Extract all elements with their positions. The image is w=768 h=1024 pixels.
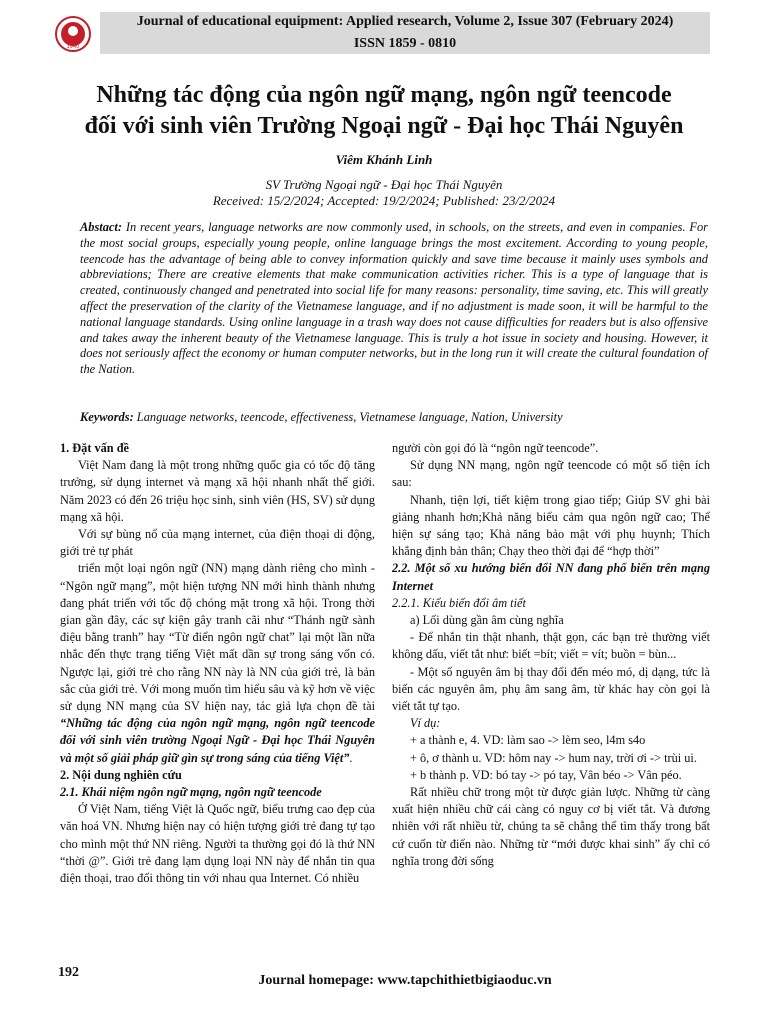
journal-logo-icon — [55, 16, 91, 52]
right-column — [392, 440, 710, 870]
subsection-heading: 2.1. Khái niệm ngôn ngữ mạng, ngôn ngữ teencode — [60, 785, 322, 800]
dates: Received: 15/2/2024; Accepted: 19/2/2024; Published: 23/2/2024 — [212, 193, 556, 208]
author: Viêm Khánh Linh — [335, 152, 433, 167]
example-item: + ô, ơ thành u. VD: hôm nay -> hum nay, trời ơi -> trùi ui. — [410, 750, 697, 765]
page-number: 192 — [58, 965, 79, 980]
subsection-heading: 2.2. Một số xu hướng biến đổi NN đang phổ biến trên mạng Internet — [392, 561, 710, 593]
paragraph: Với sự bùng nổ của mạng internet, của điện thoại di động, giới trẻ tự phát — [60, 527, 375, 559]
left-column — [60, 440, 375, 887]
example-item: + a thành e, 4. VD: làm sao -> lèm seo, l4m s4o — [410, 733, 646, 748]
paragraph: Việt Nam đang là một trong những quốc gia có tốc độ tăng trưởng, sử dụng internet và mạng xã hội nhanh nhất thế giới. Năm 2023 có đến 26 triệu học sinh, sinh viên (HS, SV) sử dụng mạng xã hội. — [60, 458, 375, 524]
example-label: Ví dụ: — [410, 716, 441, 731]
paragraph: Ở Việt Nam, tiếng Việt là Quốc ngữ, biểu trưng cao đẹp của văn hoá VN. Nhưng hiện nay có hiện tượng giới trẻ đang tự tạo cho mình một thứ NN riêng. Người ta thường gọi đó là thứ NN “thời @”. Giới trẻ đang lạm dụng loại NN này để nhắn tin qua điện thoại, trao đổi thông tin với nhau qua Internet. Có nhiều — [60, 802, 375, 886]
paragraph: Rất nhiều chữ trong một từ được giản lược. Những từ càng xuất hiện nhiều chữ cái càng có nguy cơ bị viết tắt. Và đương nhiên với rất nhiều từ, chúng ta sẽ chẳng thể tìm thấy trong bất cứ cuốn từ điển nào. Những từ “mới được khai sinh” ấy chỉ có nghĩa trong đời sống — [392, 785, 710, 868]
journal-title: Journal of educational equipment: Applied research, Volume 2, Issue 307 (February 2024) — [136, 14, 674, 29]
affiliation: SV Trường Ngoại ngữ - Đại học Thái Nguyên — [265, 177, 503, 192]
section-heading: 1. Đặt vấn đề — [60, 441, 130, 455]
article-title: Những tác động của ngôn ngữ mạng, ngôn ngữ teencode đối với sinh viên Trường Ngoại ngữ - Đại học Thái Nguyên — [84, 82, 684, 139]
journal-homepage: Journal homepage: www.tapchithietbigiaoduc.vn — [258, 973, 552, 988]
section-heading: 2. Nội dung nghiên cứu — [60, 767, 182, 782]
list-heading: a) Lối dùng gần âm cùng nghĩa — [410, 613, 564, 628]
subsubsection-heading: 2.2.1. Kiểu biến đổi âm tiết — [392, 595, 526, 610]
example-item: + b thành p. VD: bó tay -> pó tay, Vân béo -> Vân péo. — [410, 767, 682, 782]
paragraph: - Để nhắn tin thật nhanh, thật gọn, các bạn trẻ thường viết không dấu, viết tắt như: biết =bít; viết = vít; buồn = bùn... — [392, 630, 710, 662]
paragraph: Nhanh, tiện lợi, tiết kiệm trong giao tiếp; Giúp SV ghi bài giảng nhanh hơn;Khả năng biểu cảm qua ngôn ngữ cao; Thể hiện sự sáng tạo; Khả năng bảo mật với phụ huynh; Thích khẳng định bản thân; Chạy theo thời đại để “hợp thời” — [392, 492, 710, 559]
keywords: Keywords: Language networks, teencode, effectiveness, Vietnamese language, Nation, University — [80, 410, 563, 424]
paragraph: người còn gọi đó là “ngôn ngữ teencode”. — [392, 441, 599, 455]
svg-text:1940: 1940 — [66, 44, 80, 50]
paragraph: - Một số nguyên âm bị thay đổi đến méo mó, dị dạng, tức là biến các nguyên âm, phụ âm sang âm, từ khác hay còn gọi là viết tắt tự tạo. — [392, 664, 710, 714]
paragraph: Sử dụng NN mạng, ngôn ngữ teencode có một số tiện ích sau: — [392, 458, 710, 490]
issn: ISSN 1859 - 0810 — [353, 36, 457, 51]
paragraph: triển một loại ngôn ngữ (NN) mạng dành riêng cho mình - “Ngôn ngữ mạng”, một hiện tượng NN mới hình thành nhưng đang phát triển với tốc độ chóng mặt trong xã hội. Trong thời gian gần đây, các sự kiện gây tranh cãi như “Thánh ngữ sành điệu bằng tranh” hay “Từ điển ngôn ngữ chat” lại một lần nữa nhắc đến thực trạng tiếng Việt mất dần sự trong sáng vốn có. Ngược lại, giới trẻ cho rằng NN này là NN của giới trẻ, là bản sắc của giới trẻ. Với mong muốn tìm hiểu sâu và kỹ hơn về việc sử dụng NN mạng của SV hiện nay, tác giả lựa chọn đề tài “Những tác động của ngôn ngữ mạng, ngôn ngữ teencode đối với sinh viên trường Ngoại Ngữ - Đại học Thái Nguyên và một số giải pháp giữ gìn sự trong sáng của tiếng Việt”. — [60, 561, 375, 765]
abstract: Abstact: In recent years, language networks are now commonly used, in schools, on the streets, and even in companies. For the most social groups, especially young people, online language brings the most excitement. According to young people, teencode has the advantage of being able to convey information quickly and save time because it mainly uses symbols and abbreviations; There are creative elements that make communication activities richer. This is a type of language that is created, continuously changed and penetrated into social life for many reasons: personality, time saving, etc. This will greatly affect the preservation of the clarity of the Vietnamese language, and if no adjustment is made soon, it will be harmful to the national language standards. Using online language in a trash way does not cause difficulties for readers but is also offensive and takes away the inherent beauty of the Vietnamese language. This is truly a hot issue in society and housing. However, it does not seriously affect the economy or human computer networks, but in the long run it will create the cultural foundation of the Nation. — [80, 220, 708, 377]
